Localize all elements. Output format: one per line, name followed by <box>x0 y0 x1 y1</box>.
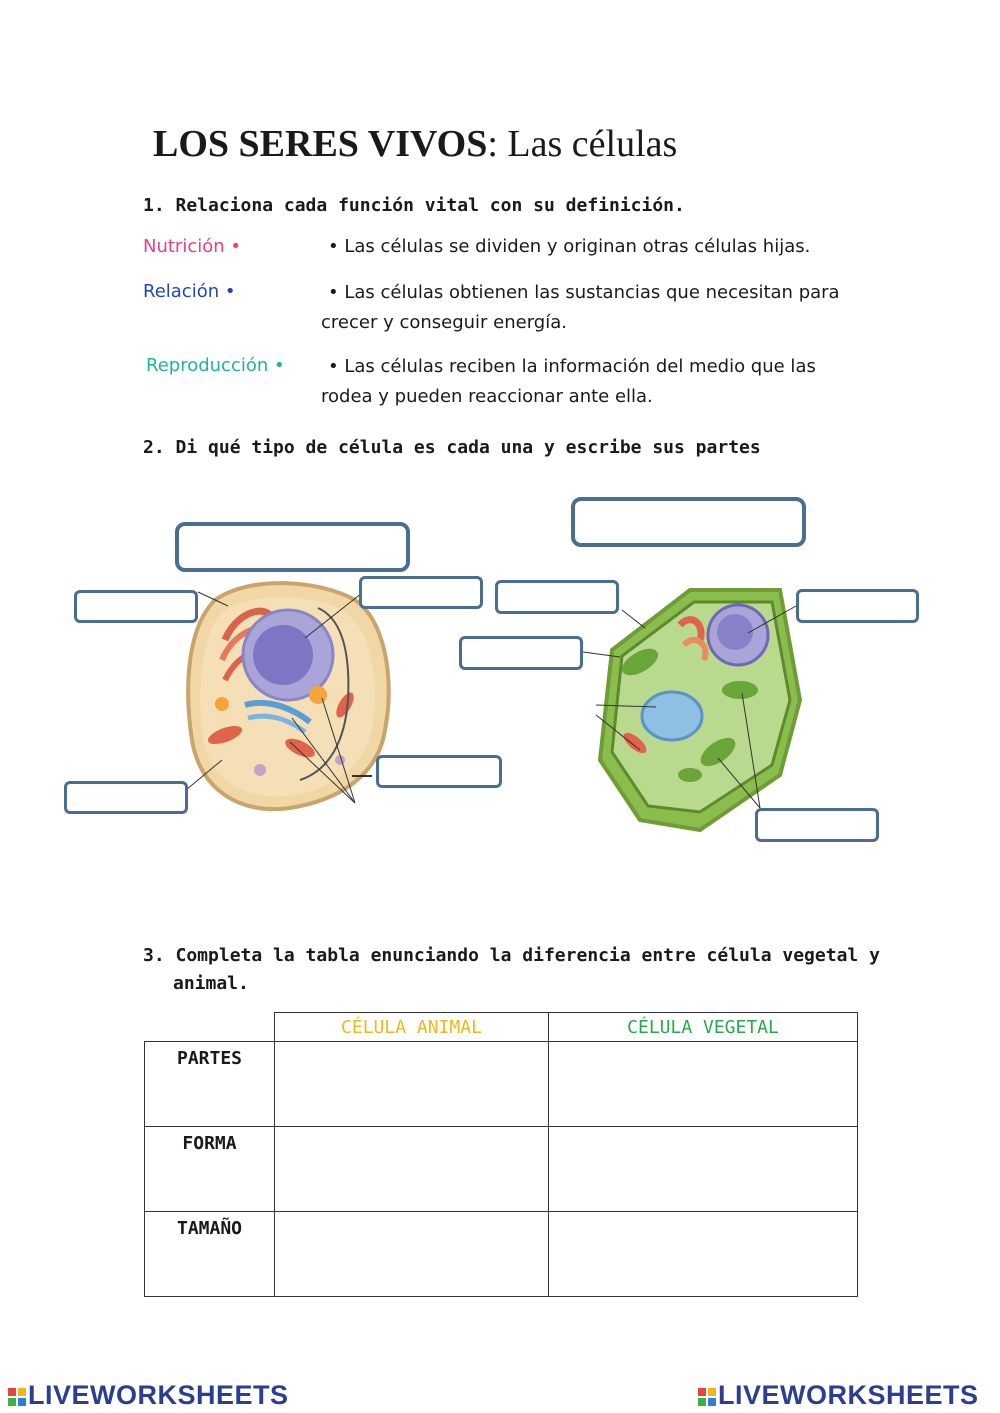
term-reproduccion[interactable]: Reproducción • <box>146 355 285 376</box>
plant-cell-illustration <box>583 590 800 830</box>
row-label-tamano: TAMAÑO <box>145 1212 275 1297</box>
header-animal-cell: CÉLULA ANIMAL <box>275 1013 549 1042</box>
row-label-forma: FORMA <box>145 1127 275 1212</box>
animal-part-input-3[interactable] <box>376 755 502 788</box>
liveworksheets-logo-icon <box>698 1388 716 1406</box>
plant-part-input-3[interactable] <box>796 589 919 623</box>
cell-animal-tamano[interactable] <box>275 1212 549 1297</box>
header-plant-cell: CÉLULA VEGETAL <box>549 1013 858 1042</box>
animal-part-input-4[interactable] <box>64 781 188 814</box>
animal-part-input-2[interactable] <box>359 576 483 609</box>
footer-logo-left: LIVEWORKSHEETS <box>8 1380 289 1411</box>
cell-plant-forma[interactable] <box>549 1127 858 1212</box>
footer-logo-right: LIVEWORKSHEETS <box>698 1380 979 1411</box>
question-3-prompt-line2: animal. <box>173 973 249 994</box>
liveworksheets-logo-icon <box>8 1388 26 1406</box>
animal-cell-illustration <box>186 583 389 809</box>
question-2-prompt: 2. Di qué tipo de célula es cada una y escribe sus partes <box>143 437 761 458</box>
plant-part-input-4[interactable] <box>755 808 879 842</box>
question-3-prompt-line1: 3. Completa la tabla enunciando la diferencia entre célula vegetal y <box>143 945 880 966</box>
definition-division[interactable]: • Las células se dividen y originan otras células hijas. <box>328 236 811 257</box>
plant-part-input-1[interactable] <box>495 580 619 614</box>
comparison-table <box>144 1012 858 1297</box>
cell-animal-partes[interactable] <box>275 1042 549 1127</box>
term-relacion[interactable]: Relación • <box>143 281 236 302</box>
row-label-partes: PARTES <box>145 1042 275 1127</box>
cell-plant-tamano[interactable] <box>549 1212 858 1297</box>
table-corner <box>145 1013 275 1042</box>
question-1-prompt: 1. Relaciona cada función vital con su definición. <box>143 195 685 216</box>
cell-animal-forma[interactable] <box>275 1127 549 1212</box>
cell-plant-partes[interactable] <box>549 1042 858 1127</box>
term-nutricion[interactable]: Nutrición • <box>143 236 241 257</box>
definition-nutrition[interactable]: • Las células obtienen las sustancias que necesitan para crecer y conseguir energía. <box>321 282 840 333</box>
animal-cell-type-input[interactable] <box>175 522 410 572</box>
page-title: LOS SERES VIVOS: Las células <box>153 123 678 165</box>
definition-sensing[interactable]: • Las células reciben la información del medio que las rodea y pueden reaccionar ante ella. <box>321 356 816 407</box>
plant-part-input-2[interactable] <box>459 636 583 670</box>
animal-part-input-1[interactable] <box>74 590 198 623</box>
plant-cell-type-input[interactable] <box>571 497 806 547</box>
